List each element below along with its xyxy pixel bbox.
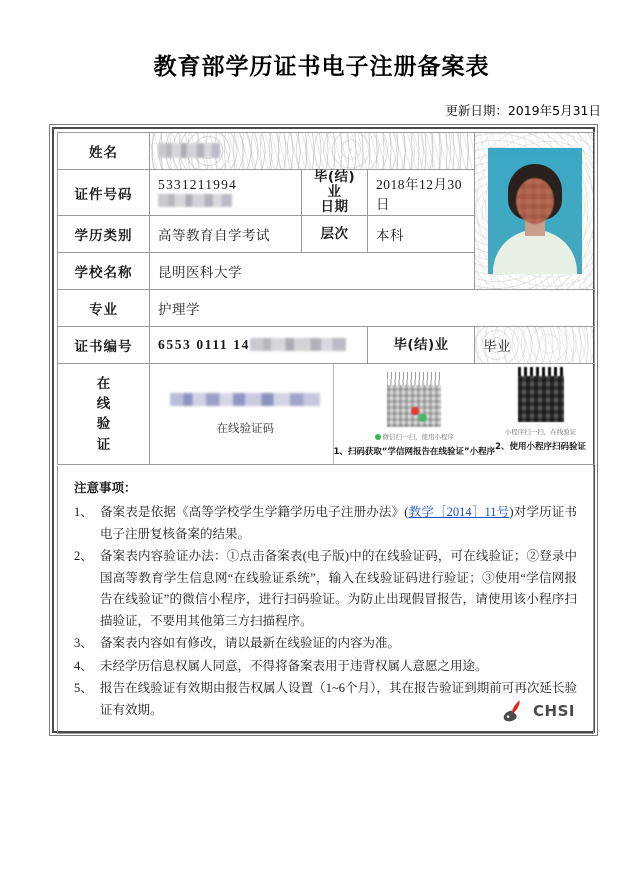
- note-text-3: 备案表内容如有修改，请以最新在线验证的内容为准。: [100, 636, 401, 650]
- label-online-verification: [58, 364, 150, 465]
- label-level: 层次: [302, 216, 368, 253]
- note-text-1: [100, 502, 577, 545]
- online-verification-body: [150, 364, 595, 465]
- value-major: 护理学: [150, 290, 595, 327]
- qr-left-sub-caption-text: 微信扫一扫，使用小程序: [382, 432, 455, 441]
- redacted-verification-code[interactable]: [170, 393, 320, 406]
- label-online-verification-char-1: 线: [96, 396, 111, 413]
- redacted-certificate-number: [250, 338, 346, 351]
- chsi-logo-text: CHSI: [533, 702, 575, 720]
- qr-left-step: 1、扫码获取“学信网报告在线验证”小程序: [333, 446, 496, 457]
- certificate-table: [57, 132, 595, 465]
- table-row-name: [58, 133, 595, 170]
- note-1-after: )对学历证书电子注册复核备案的结果。: [100, 505, 577, 541]
- label-graduation-date-line2: 日期: [320, 199, 349, 216]
- note-number-2: 2、: [74, 549, 93, 563]
- qr-area: [334, 364, 587, 464]
- label-graduation-date: [302, 170, 368, 216]
- qr-miniprogram-block[interactable]: [334, 372, 496, 457]
- label-major: 专业: [58, 290, 150, 327]
- label-online-verification-char-2: 验: [96, 416, 111, 433]
- chsi-logo: [502, 699, 575, 723]
- qr-code-icon[interactable]: [518, 376, 564, 422]
- label-school: 学校名称: [58, 253, 150, 290]
- table-row-major: [58, 290, 595, 327]
- note-text-2: 备案表内容验证办法：①点击备案表(电子版)中的在线验证码，可在线验证；②登录中国高等教育学生信息网“在线验证系统”，输入在线验证码进行验证；③使用“学信网报告在线验证”的微信小程序，进行扫码验证。为防止出现假冒报告，请使用该小程序扫描验证，不要用其他第三方扫描程序。: [100, 549, 577, 628]
- note-item-1: [74, 502, 577, 545]
- page-title: 教育部学历证书电子注册备案表: [153, 54, 490, 80]
- label-online-verification-char-0: 在: [96, 375, 111, 392]
- photo-image: [488, 148, 582, 274]
- note-1-before: 备案表是依据《高等学校学生学籍学历电子注册办法》(: [100, 505, 409, 519]
- value-level: 本科: [368, 216, 475, 253]
- wechat-icon: [375, 434, 381, 440]
- value-graduation-status: [475, 327, 595, 364]
- label-name: 姓名: [58, 133, 150, 170]
- note-text-5: 报告在线验证有效期由报告权属人设置（1~6个月），其在报告验证到期前可再次延长验证有效期。: [100, 681, 577, 717]
- id-number-text: 5331211994: [158, 176, 237, 192]
- notes-section: [57, 466, 594, 734]
- note-number-1: 1、: [74, 505, 93, 519]
- photo-face-pixelated: [516, 178, 554, 224]
- qr-left-sub-caption: [375, 432, 455, 441]
- value-name: [150, 133, 475, 170]
- qr-code-top-strip: [518, 367, 564, 376]
- redacted-name: [158, 143, 220, 158]
- note-item-4: [74, 656, 577, 678]
- graduation-status-text: 毕业: [483, 339, 512, 355]
- table-row-certificate-number: [58, 327, 595, 364]
- update-date: 更新日期：2019年5月31日: [445, 103, 601, 118]
- notes-title: 注意事项：: [74, 480, 137, 495]
- note-number-4: 4、: [74, 658, 93, 673]
- value-certificate-number: [150, 327, 368, 364]
- qr-right-sub-caption: 小程序扫一扫，在线验证: [504, 428, 577, 437]
- qr-verify-block[interactable]: [495, 376, 586, 452]
- chsi-bird-icon: [502, 699, 528, 723]
- note-number-5: 5、: [74, 681, 93, 695]
- value-education-type: 高等教育自学考试: [150, 216, 302, 253]
- document-frame: [49, 124, 598, 736]
- value-id-number: [150, 170, 302, 216]
- value-graduation-date: 2018年12月30日: [368, 170, 475, 216]
- label-id-number: 证件号码: [58, 170, 150, 216]
- wechat-miniprogram-code-icon[interactable]: [387, 385, 441, 427]
- verification-code-caption: 在线验证码: [216, 420, 274, 435]
- note-item-3: [74, 633, 577, 655]
- label-education-type: 学历类别: [58, 216, 150, 253]
- label-graduation-status: 毕(结)业: [368, 327, 475, 364]
- label-graduation-date-line1: 毕(结)业: [313, 169, 356, 201]
- note-1-link[interactable]: 教学［2014］11号: [408, 505, 510, 519]
- certificate-number-text: 6553 0111 14: [158, 337, 250, 353]
- verification-code-box[interactable]: [158, 364, 334, 464]
- label-online-verification-char-3: 证: [96, 436, 111, 453]
- table-row-online-verification: [58, 364, 595, 465]
- value-school: 昆明医科大学: [150, 253, 475, 290]
- document-frame-inner: [52, 127, 595, 733]
- note-item-2: [74, 546, 577, 632]
- note-text-4: 未经学历信息权属人同意，不得将备案表用于违背权属人意愿之用途。: [100, 658, 488, 673]
- note-number-3: 3、: [74, 636, 93, 650]
- redacted-id-number: [158, 194, 232, 207]
- id-photo: [475, 133, 595, 290]
- miniprogram-rays-icon: [387, 372, 441, 386]
- label-certificate-number: 证书编号: [58, 327, 150, 364]
- qr-right-step: 2、使用小程序扫码验证: [495, 442, 587, 453]
